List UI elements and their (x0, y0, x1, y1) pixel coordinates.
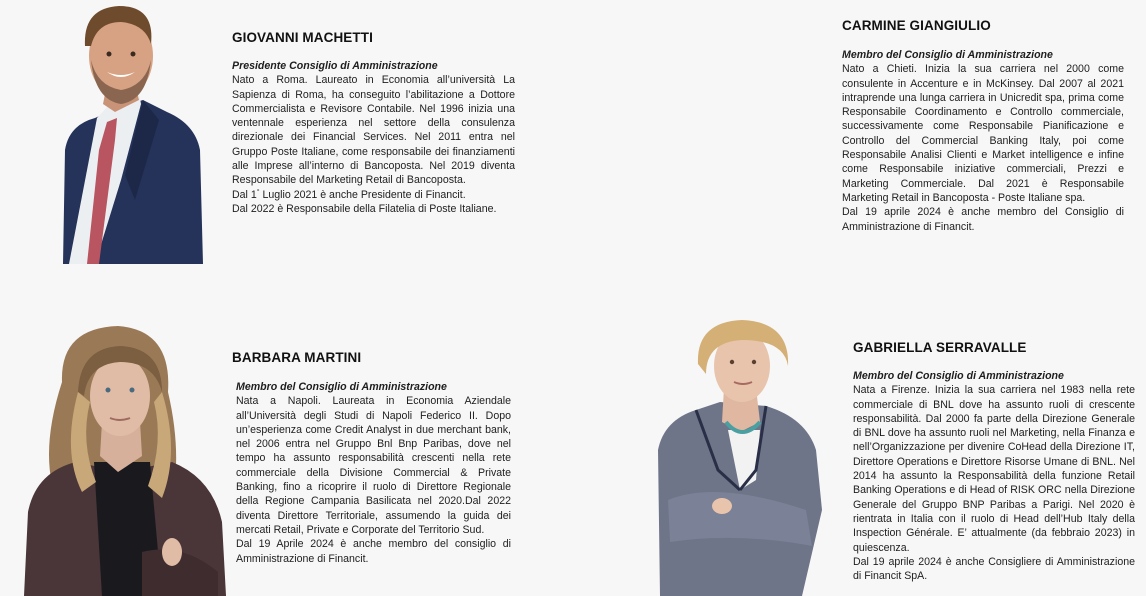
person-portrait-icon (656, 310, 824, 596)
member-bio (236, 380, 511, 566)
bio-extra-line: Dal 2022 è Responsabile della Filatelia di Poste Italiane. (232, 202, 497, 215)
member-name: GABRIELLA SERRAVALLE (853, 340, 1027, 355)
person-portrait-icon (22, 322, 227, 596)
member-name: GIOVANNI MACHETTI (232, 30, 373, 45)
portrait-photo-barbara (22, 322, 227, 596)
bio-extra-line: Dal 19 aprile 2024 è anche Consigliere di Amministrazione di Financit SpA. (853, 555, 1135, 583)
bio-paragraph: Nata a Firenze. Inizia la sua carriera nel 1983 nella rete commerciale di BNL dove ha assunto ruoli di crescente responsabilità. Dal 2000 fa parte della Direzione Generale di BNL dove ha assunto ruoli nel Marketing, nella Finanza e nell’Organizzazione per divenire CoHead della Direzione IT, Direttore Operations e Direttore Risorse Umane di BNL. Nel 2014 ha assunto la Responsabilità della funzione Retail Banking Operations e di Head of RISK ORC nella Direzione Generale del Gruppo BNP Paribas a Parigi. Nel 2020 è rientrata in Italia con il ruolo di Head dell’Hub Italy della Inspection Générale. E’ attualmente (da febbraio 2023) in quiescenza. (853, 384, 1135, 554)
member-bio (842, 48, 1124, 234)
bio-paragraph: Nata a Napoli. Laureata in Economia Aziendale all’Università degli Studi di Napoli Federico II. Dopo un’esperienza come Credit Analyst in due merchant bank, nel 2006 entra nel Gruppo Bnl Bnp Paribas, dove nel tempo ha assunto responsabilità crescenti nella rete commerciale della Divisione Commercial & Private Banking, fino a ricoprire il ruolo di Direttore Regionale della Regione Campania Basilicata nel 2020.Dal 2022 diventa Direttore Territoriale, assumendo la guida dei mercati Retail, Private e Corporate del Territorio Sud. (236, 395, 511, 536)
bio-paragraph: Nato a Roma. Laureato in Economia all’università La Sapienza di Roma, ha conseguito l’abilitazione a Dottore Commercialista e Revisore Contabile. Nel 1996 inizia una ventennale esperienza nel settore della consulenza direzionale dei Financial Services. Nel 2011 entra nel Gruppo Poste Italiane, come responsabile dei finanziamenti alle Imprese all’interno di Bancoposta. Nel 2019 diventa Responsabile del Marketing Retail di Bancoposta. (232, 74, 515, 187)
member-role: Membro del Consiglio di Amministrazione (842, 49, 1053, 61)
member-role: Membro del Consiglio di Amministrazione (236, 381, 447, 393)
member-role: Presidente Consiglio di Amministrazione (232, 60, 438, 72)
portrait-photo-giovanni (55, 0, 205, 264)
bio-paragraph: Nato a Chieti. Inizia la sua carriera nel 2000 come consulente in Accenture e in McKinsey. Dal 2007 al 2021 intraprende una lunga carriera in Unicredit spa, prima come Responsabile Coordinamento e Controllo commerciale, successivamente come Responsabile Pianificazione e Controllo del Commercial Banking Italy, poi come Responsabile Analisi Clienti e Market intelligence e infine come Responsabile iniziative commerciali, Prezzi e Marketing Commerciale. Dal 2021 è Responsabile Marketing Retail in Bancoposta - Poste Italiane spa. (842, 63, 1124, 204)
member-bio (232, 59, 515, 216)
member-role: Membro del Consiglio di Amministrazione (853, 370, 1064, 382)
degree-superscript: ° (256, 188, 260, 196)
member-name: BARBARA MARTINI (232, 350, 362, 365)
bio-extra-line: Dal 19 Aprile 2024 è anche membro del consiglio di Amministrazione di Financit. (236, 538, 511, 565)
bio-extra-line: Dal 19 aprile 2024 è anche membro del Consiglio di Amministrazione di Financit. (842, 206, 1124, 233)
bio-extra-line: Dal 1° Luglio 2021 è anche Presidente di Financit. (232, 188, 466, 201)
portrait-photo-gabriella (656, 310, 824, 596)
member-name: CARMINE GIANGIULIO (842, 18, 991, 33)
person-portrait-icon (55, 0, 205, 264)
member-bio (853, 369, 1135, 583)
